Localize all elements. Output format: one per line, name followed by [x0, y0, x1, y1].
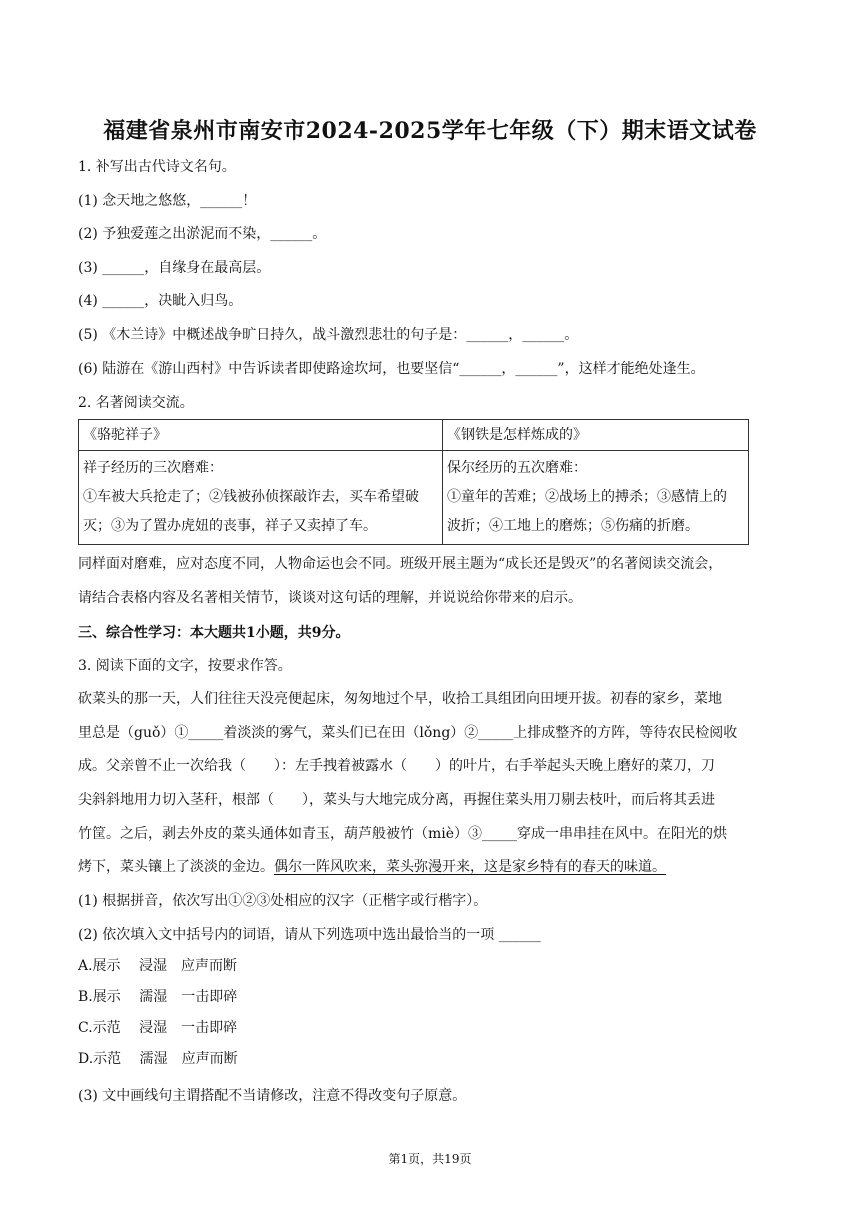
table-cell-line: 灭；③为了置办虎妞的丧事，祥子又卖掉了车。 [83, 518, 377, 534]
question-1-item: (5) 《木兰诗》中概述战争旷日持久，战斗激烈悲壮的句子是：______，______。 [78, 327, 579, 343]
passage-line: 尖斜斜地用力切入茎秆，根部（ ），菜头与大地完成分离，再握住菜头用刀剔去枝叶，而后将其丢进 [78, 792, 715, 808]
underlined-sentence: 偶尔一阵风吹来，菜头弥漫开来，这是家乡特有的春天的味道。 [274, 859, 666, 875]
question-2-prompt: 同样面对磨难，应对态度不同，人物命运也会不同。班级开展主题为“成长还是毁灭”的名著阅读交流会， [78, 556, 723, 572]
passage-line: 成。父亲曾不止一次给我（ ）：左手拽着被露水（ ）的叶片，右手举起头天晚上磨好的菜刀，刀 [78, 758, 715, 774]
table-cell-line: 保尔经历的五次磨难： [447, 460, 587, 476]
table-head-left: 《骆驼祥子》 [79, 420, 443, 451]
table-header-row [79, 420, 749, 451]
section-heading: 三、综合性学习：本大题共1小题，共9分。 [78, 625, 350, 641]
option-a: A.展示 浸湿 应声而断 [78, 958, 238, 974]
option-d: D.示范 濡湿 应声而断 [78, 1051, 238, 1067]
table-cell-left [79, 451, 443, 545]
table-cell-line: ①童年的苦难；②战场上的搏杀；③感情上的 [447, 489, 727, 505]
question-3-sub-1: (1) 根据拼音，依次写出①②③处相应的汉字（正楷字或行楷字）。 [78, 893, 488, 909]
option-c: C.示范 浸湿 一击即碎 [78, 1020, 238, 1036]
page-footer: 第1页，共19页 [388, 1152, 472, 1166]
question-1-item: (3) ______，自缘身在最高层。 [78, 260, 271, 276]
passage-line [78, 858, 666, 876]
table-cell-line: 波折；④工地上的磨炼；⑤伤痛的折磨。 [447, 518, 699, 534]
table-row [79, 451, 749, 545]
question-3-sub-3: (3) 文中画线句主谓搭配不当请修改，注意不得改变句子原意。 [78, 1088, 467, 1104]
question-3-stem: 3. 阅读下面的文字，按要求作答。 [78, 658, 292, 674]
question-3-sub-2: (2) 依次填入文中括号内的词语，请从下列选项中选出最恰当的一项 ______ [78, 927, 541, 943]
passage-text: 烤下，菜头镶上了淡淡的金边。 [78, 859, 274, 875]
question-1-item: (6) 陆游在《游山西村》中告诉读者即使路途坎坷，也要坚信“______，______”，这样才能绝处逢生。 [78, 361, 705, 377]
question-1-item: (4) ______，决眦入归鸟。 [78, 293, 243, 309]
table-head-right: 《钢铁是怎样炼成的》 [443, 420, 749, 451]
passage-line: 竹筐。之后，剥去外皮的菜头通体如青玉，葫芦般被竹（miè）③_____穿成一串串挂在风中。在阳光的烘 [78, 826, 728, 842]
question-1-item: (2) 予独爱莲之出淤泥而不染，______。 [78, 226, 327, 242]
question-2-stem: 2. 名著阅读交流。 [78, 395, 194, 411]
reading-comparison-table [78, 419, 749, 545]
table-cell-line: 祥子经历的三次磨难： [83, 460, 223, 476]
question-1-stem: 1. 补写出古代诗文名句。 [78, 159, 236, 175]
option-b: B.展示 濡湿 一击即碎 [78, 989, 238, 1005]
passage-line: 砍菜头的那一天，人们往往天没亮便起床，匆匆地过个早，收拾工具组团向田埂开拔。初春的家乡，菜地 [78, 691, 722, 707]
table-cell-line: ①车被大兵抢走了；②钱被孙侦探敲诈去，买车希望破 [83, 489, 419, 505]
question-1-item: (1) 念天地之悠悠，______！ [78, 193, 257, 209]
page-title: 福建省泉州市南安市2024-2025学年七年级（下）期末语文试卷 [103, 118, 757, 144]
passage-line: 里总是（guǒ）①_____着淡淡的雾气，菜头们已在田（lǒng）②_____上排成整齐的方阵，等待农民检阅收 [78, 725, 738, 741]
table-cell-right [443, 451, 749, 545]
question-2-prompt: 请结合表格内容及名著相关情节，谈谈对这句话的理解，并说说给你带来的启示。 [78, 590, 582, 606]
